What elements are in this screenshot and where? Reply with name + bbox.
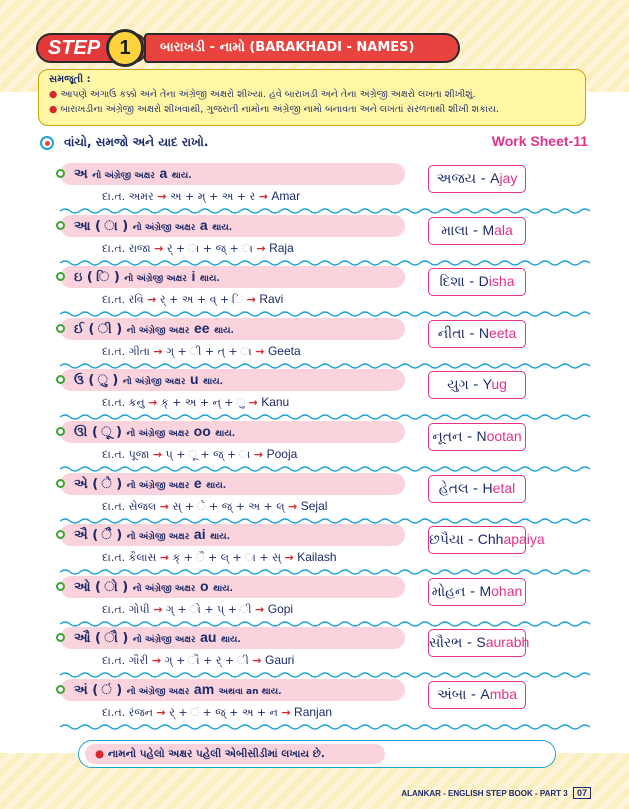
vowel: એ ( ે ): [74, 477, 123, 492]
english-letter: a: [199, 217, 208, 233]
example-parts: ર્ + અ + વ્ + િ: [159, 293, 244, 306]
rule-pill: [60, 473, 405, 495]
vowel: અ: [74, 167, 88, 182]
wave-divider: [60, 207, 590, 215]
example-result: Geeta: [267, 344, 301, 358]
gujarati-name: દિશા: [439, 274, 465, 290]
vowel-row: [60, 627, 606, 677]
publisher-text: ALANKAR - ENGLISH STEP BOOK - PART 3: [401, 789, 568, 798]
example-word: દા.ત. ગોપી: [102, 603, 150, 616]
rule-text: [74, 268, 220, 285]
vowel: આ ( ા ): [74, 219, 129, 234]
rule-text: [74, 681, 282, 698]
arrow-icon: →: [151, 654, 162, 667]
example-word: દા.ત. પૂજા: [102, 448, 150, 461]
arrow-icon: →: [258, 190, 268, 203]
vowel: ઈ ( ી ): [74, 322, 123, 337]
gujarati-name: અંબા: [437, 687, 467, 703]
rule-mid: નો અંગ્રેજી અક્ષર: [126, 429, 190, 439]
vowel: ઇ ( િ ): [74, 270, 120, 285]
name-answer-box: નૂતન - Nootan: [428, 423, 526, 451]
green-dot-icon: [56, 479, 65, 488]
example-result: Gauri: [265, 653, 295, 667]
name-first-letter: N: [478, 325, 489, 341]
arrow-icon: →: [248, 396, 258, 409]
rule-mid: નો અંગ્રેજી અક્ષર: [92, 171, 155, 181]
example-word: દા.ત. રવિ: [102, 293, 144, 306]
vowel: ઐ ( ૈ ): [74, 528, 123, 543]
green-dot-icon: [56, 169, 65, 178]
example-line: [102, 602, 293, 617]
english-letter: ai: [193, 526, 206, 542]
english-letter: o: [199, 578, 209, 594]
example-line: [102, 705, 332, 720]
green-dot-icon: [56, 530, 65, 539]
gujarati-name: યુગ: [447, 377, 469, 393]
rule-end: થાય.: [171, 171, 192, 181]
instruction-text: વાંચો, સમજો અને યાદ રાખો.: [64, 135, 209, 149]
arrow-icon: →: [255, 345, 265, 358]
rule-text: [74, 578, 233, 595]
rule-pill: [60, 524, 405, 546]
worksheet-label: Work Sheet-11: [491, 133, 588, 149]
arrow-icon: →: [253, 448, 264, 461]
arrow-icon: →: [252, 654, 262, 667]
name-first-letter: Y: [482, 376, 492, 392]
name-rest: jay: [499, 170, 518, 186]
name-first-letter: D: [478, 273, 489, 289]
arrow-icon: →: [152, 448, 163, 461]
example-parts: અ + મ્ + અ + ર: [169, 190, 256, 203]
rule-text: [74, 217, 232, 234]
arrow-icon: →: [153, 603, 163, 616]
green-dot-icon: [56, 272, 65, 281]
rule-pill: [60, 215, 405, 237]
vowel: ઔ ( ૌ ): [74, 631, 129, 646]
target-icon: [40, 136, 54, 150]
wave-divider: [60, 465, 590, 473]
name-answer-box: છપૈયા - Chhapaiya: [428, 526, 526, 554]
name-answer-box: મોહન - Mohan: [428, 578, 526, 606]
wave-divider: [60, 310, 590, 318]
name-answer-box: હેતલ - Hetal: [428, 475, 526, 503]
example-result: Kailash: [297, 550, 337, 564]
rule-end: થાય.: [210, 532, 231, 542]
example-parts: ગ્ + ી + ત્ + ા: [166, 345, 252, 358]
rule-pill: [60, 627, 405, 649]
name-answer-box: દિશા - Disha: [428, 268, 526, 296]
rule-mid: નો અંગ્રેજી અક્ષર: [126, 481, 190, 491]
explanation-text: બારાખડીના અંગ્રેજી અક્ષરો શીખવાથી, ગુજરાતી નામોના અંગ્રેજી નામો બનાવતા અને લખતાં સરળતાથી શીખી શકાય.: [60, 104, 499, 115]
english-letter: i: [191, 268, 196, 284]
arrow-icon: →: [288, 500, 298, 513]
rule-mid: નો અંગ્રેજી અક્ષર: [132, 223, 196, 233]
example-result: Sejal: [300, 499, 328, 513]
gujarati-name: નીતા: [437, 326, 465, 342]
green-dot-icon: [56, 582, 65, 591]
rule-pill: [60, 679, 405, 701]
rule-end: થાય.: [203, 377, 224, 387]
wave-divider: [60, 671, 590, 679]
example-word: દા.ત. કૈલાસ: [102, 551, 157, 564]
gujarati-name: માલા: [441, 223, 469, 239]
name-answer-box: માલા - Mala: [428, 217, 526, 245]
arrow-icon: →: [256, 242, 266, 255]
rule-pill: [60, 318, 405, 340]
example-line: [102, 447, 297, 462]
rule-pill: [60, 266, 405, 288]
vowel-row: [60, 163, 606, 213]
example-word: દા.ત. સેજલ: [102, 500, 157, 513]
gujarati-name: અજય: [436, 171, 477, 187]
gujarati-name: છપૈયા: [429, 532, 464, 548]
wave-divider: [60, 413, 590, 421]
name-first-letter: H: [482, 480, 493, 496]
green-dot-icon: [56, 633, 65, 642]
gujarati-name: મોહન: [431, 584, 466, 600]
rule-pill: [60, 163, 405, 185]
name-rest: eeta: [488, 325, 517, 341]
gujarati-name: નૂતન: [432, 429, 463, 445]
footer-note: [85, 744, 385, 764]
step-number: 1: [106, 29, 144, 67]
rule-mid: નો અંગ્રેજી અક્ષર: [126, 687, 190, 697]
vowel-row: [60, 473, 606, 523]
gujarati-name: સૌરભ: [429, 635, 463, 651]
rule-text: [74, 165, 192, 182]
rule-text: [74, 423, 235, 440]
rule-mid: નો અંગ્રેજી અક્ષર: [126, 532, 190, 542]
name-rest: apaiya: [503, 531, 545, 547]
example-word: દા.ત. ગૌરી: [102, 654, 149, 667]
explanation-heading: સમજૂતી :: [49, 74, 91, 85]
rule-text: [74, 475, 226, 492]
example-line: [102, 550, 337, 565]
wave-divider: [60, 723, 590, 731]
name-first-letter: M: [479, 583, 492, 599]
explanation-line: [49, 89, 575, 100]
instruction-row: [40, 133, 600, 153]
example-result: Amar: [271, 189, 301, 203]
step-header: [36, 33, 466, 63]
example-line: [102, 653, 294, 668]
explanation-box: [38, 69, 586, 126]
english-letter: am: [193, 681, 215, 697]
english-letter: oo: [193, 423, 211, 439]
rule-mid: નો અંગ્રેજી અક્ષર: [132, 635, 196, 645]
rule-pill: [60, 369, 405, 391]
name-first-letter: M: [482, 222, 495, 238]
rule-end: થાય.: [220, 635, 241, 645]
page-title: બારાખડી - નામો (BARAKHADI - NAMES): [144, 33, 460, 63]
english-letter: e: [193, 475, 202, 491]
rule-end: થાય.: [206, 481, 227, 491]
footer-note-text: નામનો પહેલો અક્ષર પહેલી એબીસીડીમાં લખાય છે.: [107, 748, 325, 760]
arrow-icon: →: [159, 551, 170, 564]
rule-text: [74, 629, 241, 646]
example-result: Ranjan: [294, 705, 333, 719]
vowel-row: [60, 421, 606, 471]
name-rest: ohan: [491, 583, 523, 599]
name-answer-box: સૌરભ - Saurabh: [428, 629, 526, 657]
arrow-icon: →: [246, 293, 256, 306]
rule-text: [74, 371, 223, 388]
example-parts: સ્ + ે + જ્ + અ + લ્: [172, 500, 285, 513]
vowel: ઓ ( ો ): [74, 580, 129, 595]
rule-pill: [60, 576, 405, 598]
name-rest: etal: [492, 480, 516, 496]
name-first-letter: N: [476, 428, 487, 444]
explanation-line: [49, 104, 575, 115]
arrow-icon: →: [154, 242, 164, 255]
arrow-icon: →: [153, 345, 163, 358]
rule-mid: નો અંગ્રેજી અક્ષર: [132, 584, 196, 594]
name-answer-box: નીતા - Neeta: [428, 320, 526, 348]
gujarati-name: હેતલ: [438, 481, 469, 497]
rule-mid: નો અંગ્રેજી અક્ષર: [124, 274, 187, 284]
step-label: STEP: [48, 37, 101, 59]
vowel-row: [60, 318, 606, 368]
name-rest: ootan: [486, 428, 522, 444]
name-first-letter: A: [480, 686, 490, 702]
example-parts: ક્ + ૈ + લ્ + ા + સ્: [172, 551, 281, 564]
name-rest: aurabh: [485, 634, 530, 650]
english-letter: u: [190, 371, 199, 387]
rule-pill: [60, 421, 405, 443]
name-answer-box: અંબા - Amba: [428, 681, 526, 709]
example-parts: ગ્ + ો + પ્ + ી: [165, 603, 252, 616]
arrow-icon: →: [148, 396, 158, 409]
rule-text: [74, 526, 230, 543]
example-line: [102, 189, 300, 204]
name-first-letter: A: [490, 170, 500, 186]
wave-divider: [60, 568, 590, 576]
example-parts: ક્ + અ + ન્ + ુ: [160, 396, 245, 409]
vowel-row: [60, 215, 606, 265]
example-result: Pooja: [266, 447, 298, 461]
rule-end: થાય.: [212, 223, 233, 233]
vowel: ઊ ( ૂ ): [74, 425, 122, 440]
name-rest: ala: [494, 222, 513, 238]
arrow-icon: →: [147, 293, 157, 306]
arrow-icon: →: [281, 706, 291, 719]
example-line: [102, 241, 294, 256]
example-word: દા.ત. રંજન: [102, 706, 153, 719]
arrow-icon: →: [255, 603, 265, 616]
name-rest: mba: [489, 686, 517, 702]
example-result: Gopi: [267, 602, 294, 616]
rule-end: થાય.: [215, 429, 236, 439]
bullet-icon: ●: [49, 89, 58, 100]
explanation-text: આપણે અગાઉ કક્કો અને તેના અંગ્રેજી અક્ષરો શીખ્યા. હવે બારાખડી અને તેના અંગ્રેજી અક્ષરો લખતા શીખીશું.: [60, 89, 476, 100]
green-dot-icon: [56, 427, 65, 436]
rule-text: [74, 320, 234, 337]
green-dot-icon: [56, 221, 65, 230]
english-letter: au: [200, 629, 217, 645]
arrow-icon: →: [159, 500, 169, 513]
english-letter: a: [159, 165, 168, 181]
example-parts: પ્ + ૂ + જ્ + ા: [165, 448, 251, 461]
name-answer-box: અજય - Ajay: [428, 165, 526, 193]
example-result: Ravi: [259, 292, 284, 306]
rule-end: અથવા an થાય.: [218, 687, 282, 697]
name-answer-box: યુગ - Yug: [428, 371, 526, 399]
arrow-icon: →: [157, 190, 167, 203]
bullet-icon: ●: [95, 748, 105, 760]
example-parts: ર્ + ં + જ્ + અ + ન: [169, 706, 278, 719]
name-rest: isha: [488, 273, 515, 289]
footer-note-box: [78, 740, 556, 768]
example-word: દા.ત. અમર: [102, 190, 154, 203]
example-word: દા.ત. રાજા: [102, 242, 151, 255]
arrow-icon: →: [156, 706, 166, 719]
vowel: ઉ ( ુ ): [74, 373, 119, 388]
example-line: [102, 344, 301, 359]
example-word: દા.ત. કનુ: [102, 396, 145, 409]
example-line: [102, 395, 289, 410]
arrow-icon: →: [284, 551, 294, 564]
name-first-letter: Chh: [477, 531, 504, 547]
vowel: અં ( ં ): [74, 683, 123, 698]
vowel-row: [60, 524, 606, 574]
rule-mid: નો અંગ્રેજી અક્ષર: [126, 326, 190, 336]
rule-end: થાય.: [199, 274, 220, 284]
example-word: દા.ત. ગીતા: [102, 345, 150, 358]
example-line: [102, 292, 283, 307]
english-letter: ee: [193, 320, 210, 336]
publisher-footer: [401, 787, 591, 799]
example-line: [102, 499, 327, 514]
green-dot-icon: [56, 324, 65, 333]
page-number: 07: [573, 787, 591, 799]
example-parts: ર્ + ા + જ્ + ા: [166, 242, 253, 255]
example-result: Raja: [269, 241, 294, 255]
example-result: Kanu: [261, 395, 290, 409]
rule-end: થાય.: [213, 584, 233, 594]
vowel-row: [60, 576, 606, 626]
vowel-row: [60, 266, 606, 316]
example-parts: ગ્ + ૌ + ર્ + ી: [164, 654, 249, 667]
vowel-row: [60, 679, 606, 729]
name-rest: ug: [491, 376, 507, 392]
green-dot-icon: [56, 685, 65, 694]
rule-end: થાય.: [214, 326, 234, 336]
rule-mid: નો અંગ્રેજી અક્ષર: [122, 377, 186, 387]
name-first-letter: S: [476, 634, 486, 650]
green-dot-icon: [56, 375, 65, 384]
vowel-row: [60, 369, 606, 419]
bullet-icon: ●: [49, 104, 58, 115]
